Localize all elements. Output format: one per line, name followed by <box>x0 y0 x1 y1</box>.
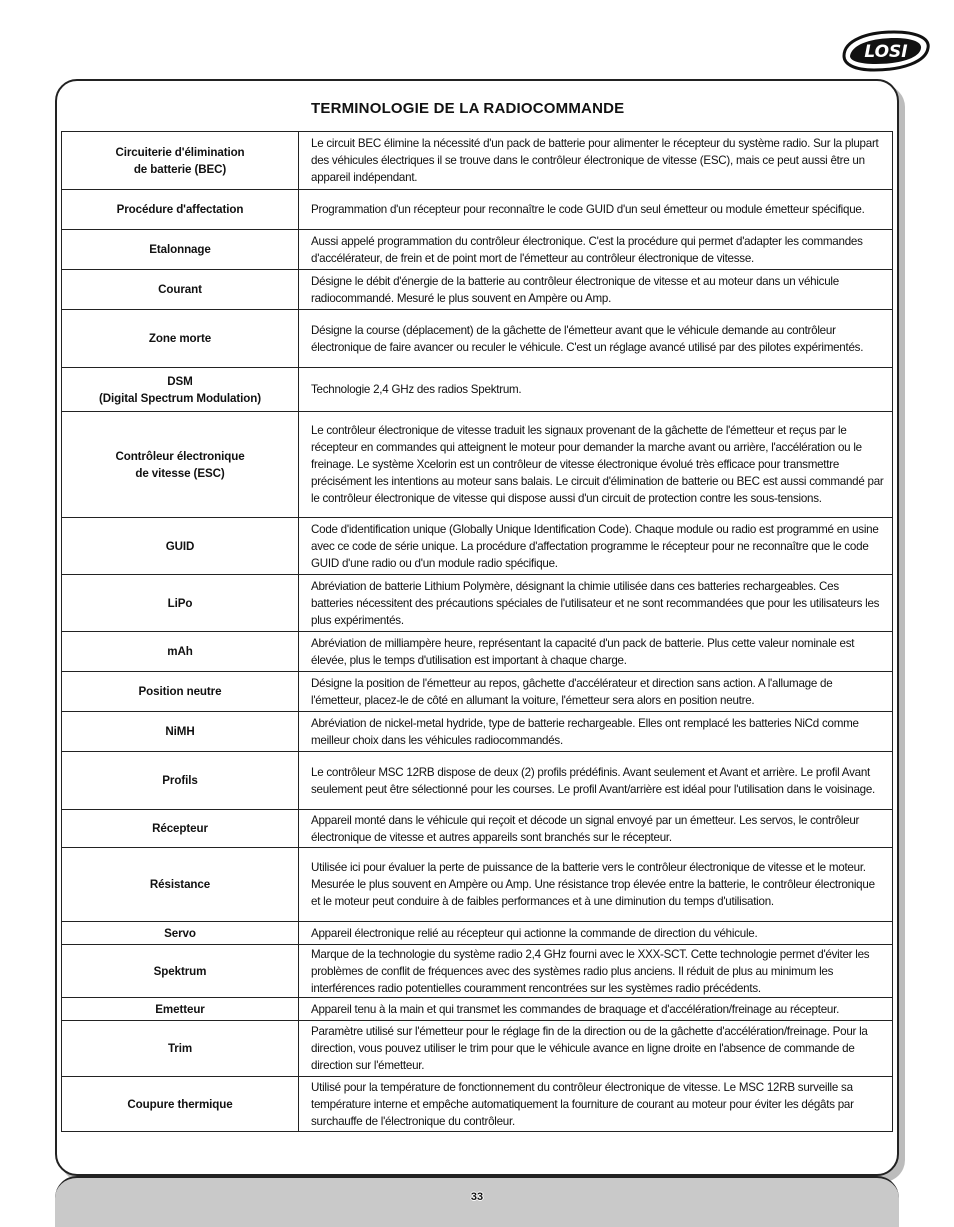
table-row <box>62 230 893 270</box>
definition-cell: Programmation d'un récepteur pour reconnaître le code GUID d'un seul émetteur ou module émetteur spécifique. <box>299 190 893 230</box>
table-row <box>62 132 893 190</box>
table-row <box>62 672 893 712</box>
definition-cell: Aussi appelé programmation du contrôleur électronique. C'est la procédure qui permet d'adapter les commandes d'accélérateur, de frein et de point mort de l'émetteur au contrôleur électronique de vitesse. <box>299 230 893 270</box>
term-cell: Contrôleur électronique de vitesse (ESC) <box>62 412 299 518</box>
term-cell: LiPo <box>62 575 299 632</box>
definition-cell: Le contrôleur électronique de vitesse traduit les signaux provenant de la gâchette de l'émetteur et reçus par le récepteur en commandes qui atteignent le moteur pour demander la marche avant ou arrière, l'accélération ou le freinage. Le système Xcelorin est un contrôleur de vitesse électronique évolué très efficace pour transmettre précisément les intentions au moteur sans balais. Le circuit d'élimination de batterie ou BEC est aussi commandé par le contrôleur électronique de vitesse qui dispose aussi d'un circuit de protection contre les sous-tensions. <box>299 412 893 518</box>
table-row <box>62 752 893 810</box>
table-row <box>62 368 893 412</box>
term-cell: GUID <box>62 518 299 575</box>
table-row <box>62 998 893 1021</box>
losi-logo <box>838 26 934 74</box>
table-row <box>62 270 893 310</box>
term-cell: Procédure d'affectation <box>62 190 299 230</box>
definition-cell: Abréviation de milliampère heure, représentant la capacité d'un pack de batterie. Plus cette valeur nominale est élevée, plus le temps d'utilisation est important à chaque charge. <box>299 632 893 672</box>
term-cell: DSM (Digital Spectrum Modulation) <box>62 368 299 412</box>
definition-cell: Code d'identification unique (Globally Unique Identification Code). Chaque module ou radio est programmé en usine avec ce code de série unique. La procédure d'affectation programme le récepteur pour ne reconnaître que le code GUID d'une radio ou d'un module radio spécifique. <box>299 518 893 575</box>
definition-cell: Marque de la technologie du système radio 2,4 GHz fourni avec le XXX-SCT. Cette technologie permet d'éviter les problèmes de conflit de fréquences avec des systèmes radio plus anciens. Il réduit de plus au minimum les interférences radio potentielles couramment rencontrées sur les systèmes radio précédents. <box>299 945 893 998</box>
term-cell: Circuiterie d'élimination de batterie (BEC) <box>62 132 299 190</box>
table-row <box>62 1077 893 1132</box>
brand-name: LOSI <box>864 42 908 62</box>
term-cell: Courant <box>62 270 299 310</box>
definition-cell: Désigne la course (déplacement) de la gâchette de l'émetteur avant que le véhicule demande au contrôleur électronique de faire avancer ou reculer le véhicule. C'est un réglage avancé utilisé par des pilotes expérimentés. <box>299 310 893 368</box>
term-cell: NiMH <box>62 712 299 752</box>
definition-cell: Le circuit BEC élimine la nécessité d'un pack de batterie pour alimenter le récepteur du système radio. Sur la plupart des véhicules électriques il se trouve dans le contrôleur électronique de vitesse (ESC), mais ce peut aussi être un appareil indépendant. <box>299 132 893 190</box>
term-cell: Emetteur <box>62 998 299 1021</box>
term-cell: Coupure thermique <box>62 1077 299 1132</box>
table-row <box>62 190 893 230</box>
term-cell: mAh <box>62 632 299 672</box>
definition-cell: Le contrôleur MSC 12RB dispose de deux (2) profils prédéfinis. Avant seulement et Avant et arrière. Le profil Avant seulement peut être sélectionné pour les courses. Le profil Avant/arrière est idéal pour l'utilisation dans le voisinage. <box>299 752 893 810</box>
table-row <box>62 412 893 518</box>
term-cell: Trim <box>62 1021 299 1077</box>
definition-cell: Utilisé pour la température de fonctionnement du contrôleur électronique de vitesse. Le MSC 12RB surveille sa température interne et empêche automatiquement la fourniture de courant au moteur pour éviter les dégâts par surchauffe de l'électronique du contrôleur. <box>299 1077 893 1132</box>
term-cell: Résistance <box>62 848 299 922</box>
page-title: TERMINOLOGIE DE LA RADIOCOMMANDE <box>311 100 625 117</box>
table-row <box>62 922 893 945</box>
table-row <box>62 575 893 632</box>
term-cell: Etalonnage <box>62 230 299 270</box>
table-row <box>62 848 893 922</box>
table-row <box>62 1021 893 1077</box>
table-row <box>62 310 893 368</box>
definition-cell: Désigne la position de l'émetteur au repos, gâchette d'accélérateur et direction sans action. A l'allumage de l'émetteur, placez-le de côté en allumant la voiture, l'émetteur sera alors en position neutre. <box>299 672 893 712</box>
definition-cell: Abréviation de batterie Lithium Polymère, désignant la chimie utilisée dans ces batteries rechargeables. Ces batteries nécessitent des précautions spéciales de l'utilisateur et ne sont recommandées que pour les utilisateurs les plus expérimentés. <box>299 575 893 632</box>
term-cell: Servo <box>62 922 299 945</box>
definition-cell: Désigne le débit d'énergie de la batterie au contrôleur électronique de vitesse et au moteur dans un véhicule radiocommandé. Mesuré le plus souvent en Ampère ou Amp. <box>299 270 893 310</box>
definition-cell: Technologie 2,4 GHz des radios Spektrum. <box>299 368 893 412</box>
term-cell: Zone morte <box>62 310 299 368</box>
table-row <box>62 712 893 752</box>
definition-cell: Utilisée ici pour évaluer la perte de puissance de la batterie vers le contrôleur électronique de vitesse et le moteur. Mesurée le plus souvent en Ampère ou Amp. Une résistance trop élevée entre la batterie, le contrôleur électronique et le moteur peut conduire à de faibles performances et à une diminution du temps d'utilisation. <box>299 848 893 922</box>
definition-cell: Appareil électronique relié au récepteur qui actionne la commande de direction du véhicule. <box>299 922 893 945</box>
definition-cell: Appareil monté dans le véhicule qui reçoit et décode un signal envoyé par un émetteur. Les servos, le contrôleur électronique de vitesse et autres appareils sont branchés sur le récepteur. <box>299 810 893 848</box>
term-cell: Récepteur <box>62 810 299 848</box>
table-row <box>62 945 893 998</box>
table-row <box>62 518 893 575</box>
terminology-table <box>61 131 893 1132</box>
term-cell: Profils <box>62 752 299 810</box>
term-cell: Spektrum <box>62 945 299 998</box>
definition-cell: Abréviation de nickel-metal hydride, type de batterie rechargeable. Elles ont remplacé les batteries NiCd comme meilleur choix dans les véhicules radiocommandés. <box>299 712 893 752</box>
definition-cell: Appareil tenu à la main et qui transmet les commandes de braquage et d'accélération/freinage au récepteur. <box>299 998 893 1021</box>
page-number: 33 <box>470 1191 484 1203</box>
definition-cell: Paramètre utilisé sur l'émetteur pour le réglage fin de la direction ou de la gâchette d'accélération/freinage. Pour la direction, vous pouvez utiliser le trim pour que le véhicule avance en ligne droite en l'absence de commande de direction sur l'émetteur. <box>299 1021 893 1077</box>
table-row <box>62 810 893 848</box>
table-row <box>62 632 893 672</box>
term-cell: Position neutre <box>62 672 299 712</box>
